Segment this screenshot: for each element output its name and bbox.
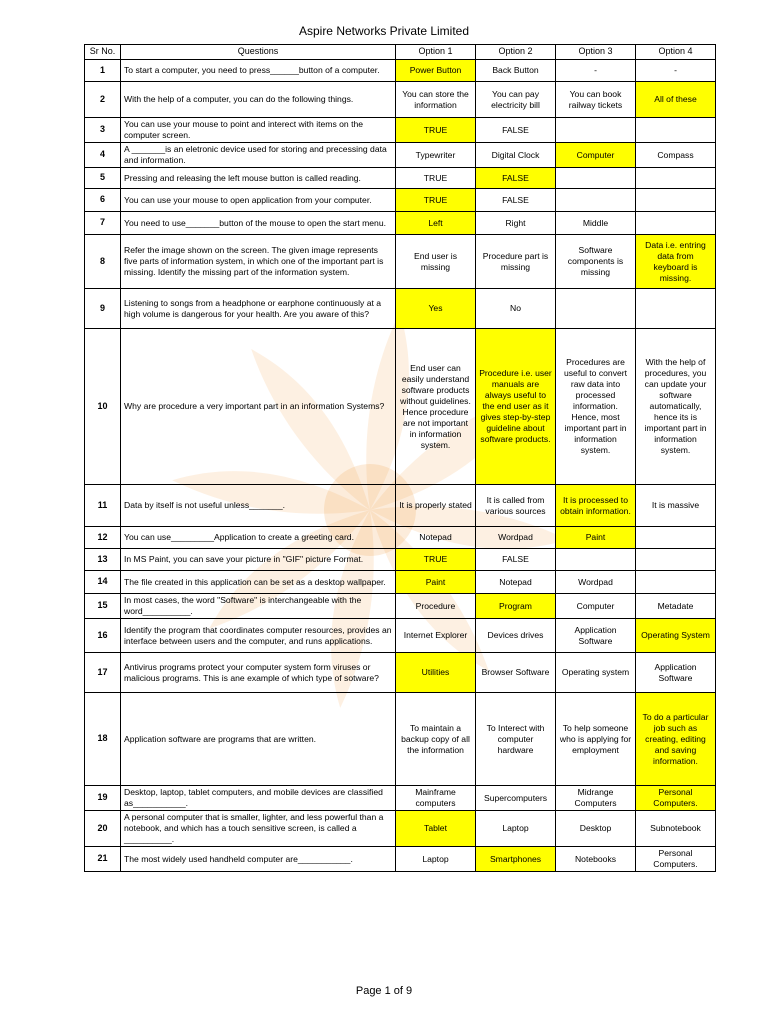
highlighted-answer-cell: All of these (636, 82, 716, 118)
option-cell: Supercomputers (476, 786, 556, 811)
question-cell: With the help of a computer, you can do the following things. (121, 82, 396, 118)
option-cell (636, 289, 716, 329)
option-cell (636, 212, 716, 235)
highlighted-answer-cell: FALSE (476, 168, 556, 189)
header-option-1: Option 1 (396, 45, 476, 60)
option-cell: You can store the information (396, 82, 476, 118)
table-row (85, 118, 716, 143)
question-cell: Refer the image shown on the screen. The given image represents five parts of information system, in which one of the important part is missing. Identify the missing part of the information system. (121, 235, 396, 289)
option-cell: Procedures are useful to convert raw data into processed information. Hence, most important part in information system. (556, 329, 636, 485)
question-cell: You can use_________Application to create a greeting card. (121, 527, 396, 549)
question-cell: The file created in this application can be set as a desktop wallpaper. (121, 571, 396, 594)
highlighted-answer-cell: Yes (396, 289, 476, 329)
option-cell: Procedure part is missing (476, 235, 556, 289)
highlighted-answer-cell: To do a particular job such as creating, editing and saving information. (636, 693, 716, 786)
table-row (85, 329, 716, 485)
table-row (85, 82, 716, 118)
table-row (85, 653, 716, 693)
serial-number-cell: 13 (85, 549, 121, 571)
option-cell (636, 571, 716, 594)
option-cell (636, 118, 716, 143)
table-row (85, 527, 716, 549)
option-cell: Typewriter (396, 143, 476, 168)
question-cell: A _______is an eletronic device used for storing and precessing data and information. (121, 143, 396, 168)
highlighted-answer-cell: Paint (396, 571, 476, 594)
serial-number-cell: 8 (85, 235, 121, 289)
serial-number-cell: 20 (85, 811, 121, 847)
option-cell: Middle (556, 212, 636, 235)
quiz-table (84, 44, 716, 872)
table-row (85, 235, 716, 289)
serial-number-cell: 2 (85, 82, 121, 118)
option-cell: Back Button (476, 60, 556, 82)
highlighted-answer-cell: Power Button (396, 60, 476, 82)
serial-number-cell: 21 (85, 847, 121, 872)
question-cell: Listening to songs from a headphone or earphone continuously at a high volume is dangerous for your health. Are you aware of this? (121, 289, 396, 329)
option-cell: Desktop (556, 811, 636, 847)
option-cell: Compass (636, 143, 716, 168)
option-cell: Software components is missing (556, 235, 636, 289)
highlighted-answer-cell: Left (396, 212, 476, 235)
table-row (85, 189, 716, 212)
option-cell: It is properly stated (396, 485, 476, 527)
question-cell: Why are procedure a very important part in an information Systems? (121, 329, 396, 485)
option-cell: To maintain a backup copy of all the information (396, 693, 476, 786)
question-cell: Desktop, laptop, tablet computers, and mobile devices are classified as___________. (121, 786, 396, 811)
option-cell: - (636, 60, 716, 82)
serial-number-cell: 6 (85, 189, 121, 212)
table-row (85, 168, 716, 189)
table-row (85, 693, 716, 786)
option-cell: Metadate (636, 594, 716, 619)
serial-number-cell: 12 (85, 527, 121, 549)
table-row (85, 485, 716, 527)
question-cell: To start a computer, you need to press______button of a computer. (121, 60, 396, 82)
header-option-4: Option 4 (636, 45, 716, 60)
serial-number-cell: 15 (85, 594, 121, 619)
option-cell: With the help of procedures, you can update your software automatically, hence its is important part in information system. (636, 329, 716, 485)
option-cell: You can book railway tickets (556, 82, 636, 118)
option-cell: Notebooks (556, 847, 636, 872)
option-cell: - (556, 60, 636, 82)
page-footer: Page 1 of 9 (355, 985, 413, 997)
highlighted-answer-cell: Smartphones (476, 847, 556, 872)
header-questions: Questions (121, 45, 396, 60)
option-cell: Notepad (476, 571, 556, 594)
option-cell: It is massive (636, 485, 716, 527)
option-cell: Notepad (396, 527, 476, 549)
option-cell: Right (476, 212, 556, 235)
serial-number-cell: 7 (85, 212, 121, 235)
option-cell (636, 189, 716, 212)
serial-number-cell: 14 (85, 571, 121, 594)
option-cell: To Interect with computer hardware (476, 693, 556, 786)
question-cell: You can use your mouse to open application from your computer. (121, 189, 396, 212)
serial-number-cell: 17 (85, 653, 121, 693)
serial-number-cell: 9 (85, 289, 121, 329)
option-cell: Browser Software (476, 653, 556, 693)
option-cell: Application Software (636, 653, 716, 693)
highlighted-answer-cell: Personal Computers. (636, 786, 716, 811)
highlighted-answer-cell: Operating System (636, 619, 716, 653)
option-cell: Mainframe computers (396, 786, 476, 811)
option-cell: It is called from various sources (476, 485, 556, 527)
table-row (85, 619, 716, 653)
option-cell: TRUE (396, 168, 476, 189)
serial-number-cell: 11 (85, 485, 121, 527)
option-cell (556, 118, 636, 143)
option-cell: Laptop (396, 847, 476, 872)
serial-number-cell: 1 (85, 60, 121, 82)
highlighted-answer-cell: Utilities (396, 653, 476, 693)
option-cell: Devices drives (476, 619, 556, 653)
highlighted-answer-cell: Computer (556, 143, 636, 168)
option-cell: Application Software (556, 619, 636, 653)
option-cell (556, 189, 636, 212)
highlighted-answer-cell: It is processed to obtain information. (556, 485, 636, 527)
question-cell: Identify the program that coordinates computer resources, provides an interface between users and the computer, and runs applications. (121, 619, 396, 653)
highlighted-answer-cell: Data i.e. entring data from keyboard is missing. (636, 235, 716, 289)
option-cell: Wordpad (476, 527, 556, 549)
option-cell: Personal Computers. (636, 847, 716, 872)
question-cell: Data by itself is not useful unless_______. (121, 485, 396, 527)
serial-number-cell: 18 (85, 693, 121, 786)
option-cell (556, 549, 636, 571)
table-row (85, 143, 716, 168)
option-cell: Digital Clock (476, 143, 556, 168)
option-cell: Wordpad (556, 571, 636, 594)
option-cell: End user is missing (396, 235, 476, 289)
option-cell (556, 289, 636, 329)
serial-number-cell: 3 (85, 118, 121, 143)
header-sr-no: Sr No. (85, 45, 121, 60)
option-cell: FALSE (476, 118, 556, 143)
option-cell: Internet Explorer (396, 619, 476, 653)
option-cell: Computer (556, 594, 636, 619)
highlighted-answer-cell: Tablet (396, 811, 476, 847)
serial-number-cell: 4 (85, 143, 121, 168)
option-cell: End user can easily understand software products without guidelines. Hence procedure are not important in information system. (396, 329, 476, 485)
table-row (85, 786, 716, 811)
table-row (85, 212, 716, 235)
option-cell (636, 549, 716, 571)
header-option-3: Option 3 (556, 45, 636, 60)
question-cell: You need to use_______button of the mouse to open the start menu. (121, 212, 396, 235)
question-cell: Antivirus programs protect your computer system form viruses or malicious programs. This is ane example of which type of sotware? (121, 653, 396, 693)
option-cell: To help someone who is applying for employment (556, 693, 636, 786)
option-cell: You can pay electricity bill (476, 82, 556, 118)
question-cell: A personal computer that is smaller, lighter, and less powerful than a notebook, and which has a touch sensitive screen, is called a __________. (121, 811, 396, 847)
table-row (85, 811, 716, 847)
serial-number-cell: 16 (85, 619, 121, 653)
highlighted-answer-cell: TRUE (396, 118, 476, 143)
highlighted-answer-cell: TRUE (396, 549, 476, 571)
option-cell: Operating system (556, 653, 636, 693)
option-cell: Laptop (476, 811, 556, 847)
highlighted-answer-cell: Paint (556, 527, 636, 549)
serial-number-cell: 10 (85, 329, 121, 485)
table-row (85, 594, 716, 619)
option-cell: Procedure (396, 594, 476, 619)
highlighted-answer-cell: Procedure i.e. user manuals are always useful to the end user as it gives step-by-step guideline about software products. (476, 329, 556, 485)
highlighted-answer-cell: Program (476, 594, 556, 619)
table-row (85, 571, 716, 594)
option-cell: FALSE (476, 189, 556, 212)
question-cell: In MS Paint, you can save your picture in "GIF" picture Format. (121, 549, 396, 571)
highlighted-answer-cell: TRUE (396, 189, 476, 212)
option-cell: Midrange Computers (556, 786, 636, 811)
question-cell: Pressing and releasing the left mouse button is called reading. (121, 168, 396, 189)
question-cell: In most cases, the word "Software" is interchangeable with the word__________. (121, 594, 396, 619)
header-option-2: Option 2 (476, 45, 556, 60)
table-row (85, 289, 716, 329)
serial-number-cell: 19 (85, 786, 121, 811)
option-cell (636, 527, 716, 549)
question-cell: Application software are programs that are written. (121, 693, 396, 786)
table-row (85, 549, 716, 571)
question-cell: The most widely used handheld computer are___________. (121, 847, 396, 872)
table-row (85, 60, 716, 82)
option-cell: FALSE (476, 549, 556, 571)
option-cell: No (476, 289, 556, 329)
serial-number-cell: 5 (85, 168, 121, 189)
question-cell: You can use your mouse to point and interect with items on the computer screen. (121, 118, 396, 143)
table-row (85, 847, 716, 872)
option-cell: Subnotebook (636, 811, 716, 847)
option-cell (556, 168, 636, 189)
table-header-row (85, 45, 716, 60)
document-title: Aspire Networks Private Limited (298, 24, 470, 38)
option-cell (636, 168, 716, 189)
